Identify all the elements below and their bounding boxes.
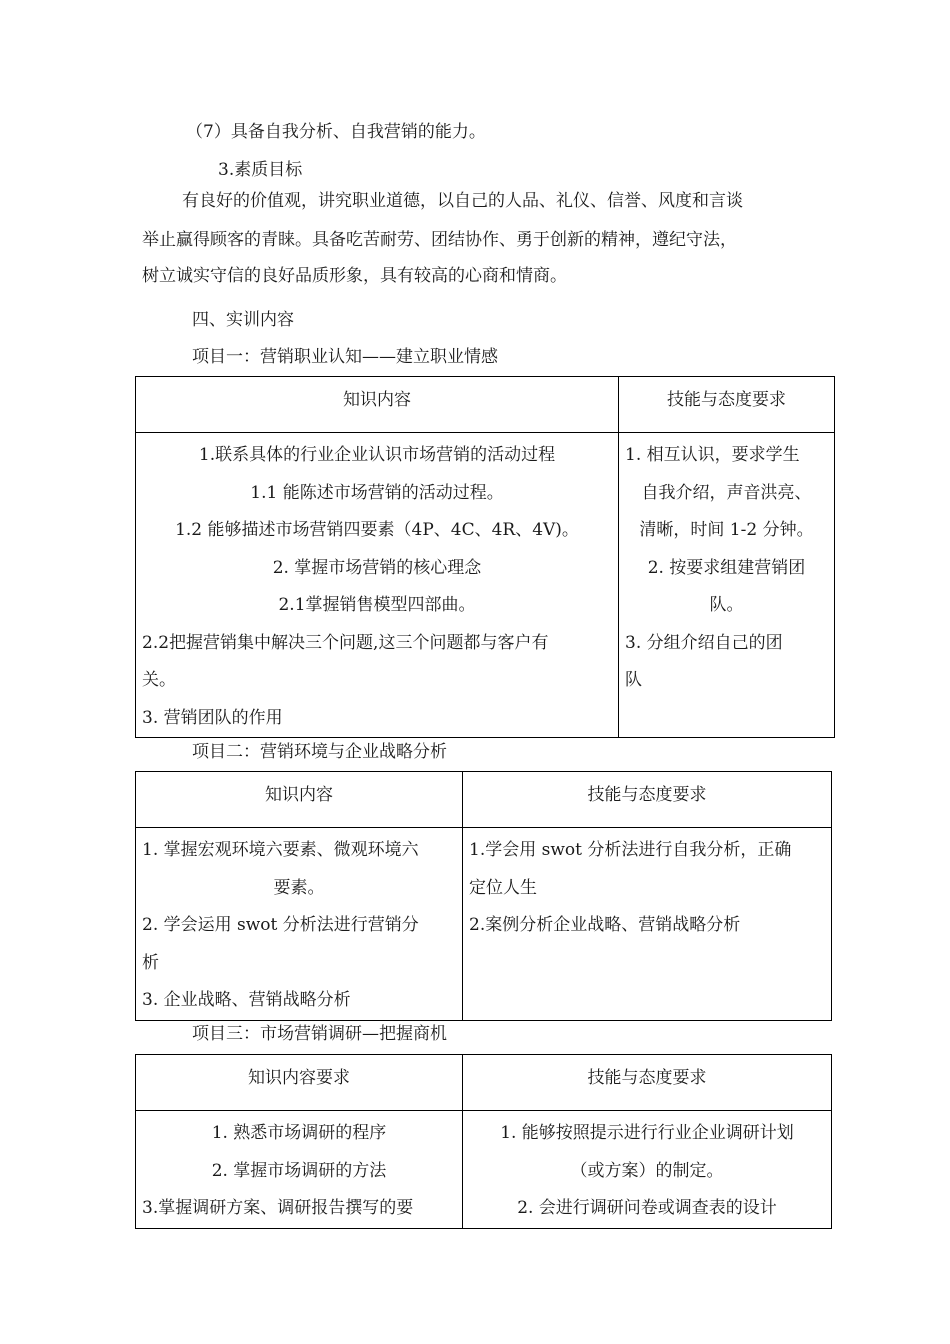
table-header-skills: 技能与态度要求 xyxy=(463,772,832,828)
knowledge-item: 要素。 xyxy=(273,877,325,898)
project1-table xyxy=(135,376,835,738)
knowledge-item: 2. 学会运用 swot 分析法进行营销分 xyxy=(142,915,419,935)
skills-item: 3. 分组介绍自己的团 xyxy=(625,632,783,653)
table-header-knowledge: 知识内容 xyxy=(136,772,463,828)
skills-item: 队。 xyxy=(709,595,744,615)
quality-goal-text-line: 举止赢得顾客的青睐。具备吃苦耐劳、团结协作、勇于创新的精神，遵纪守法， xyxy=(142,230,737,250)
skills-item: 自我介绍，声音洪亮、 xyxy=(641,482,812,503)
knowledge-item: 1. 掌握宏观环境六要素、微观环境六 xyxy=(142,840,419,860)
skills-item: 2.案例分析企业战略、营销战略分析 xyxy=(469,915,741,935)
knowledge-cell xyxy=(136,433,619,738)
skills-item: 2. 会进行调研问卷或调查表的设计 xyxy=(517,1198,777,1218)
project-title: 项目三：市场营销调研—把握商机 xyxy=(192,1024,447,1044)
skills-item: 1. 相互认识，要求学生 xyxy=(625,445,800,465)
knowledge-cell xyxy=(136,1111,463,1229)
skills-item: 1. 能够按照提示进行行业企业调研计划 xyxy=(500,1123,794,1143)
knowledge-item: 2. 掌握市场营销的核心理念 xyxy=(272,557,482,578)
section-heading: 四、实训内容 xyxy=(192,310,294,330)
knowledge-item: 2.1掌握销售模型四部曲。 xyxy=(278,595,476,615)
paragraph-item-7: （7）具备自我分析、自我营销的能力。 xyxy=(186,122,486,142)
quality-goal-text-line: 有良好的价值观，讲究职业道德，以自己的人品、礼仪、信誉、风度和言谈 xyxy=(182,191,743,211)
skills-item: （或方案）的制定。 xyxy=(570,1160,724,1181)
knowledge-item: 1. 熟悉市场调研的程序 xyxy=(211,1123,387,1143)
skills-item: 1.学会用 swot 分析法进行自我分析，正确 xyxy=(469,840,792,860)
knowledge-item: 析 xyxy=(142,952,159,973)
skills-cell xyxy=(619,433,835,738)
skills-cell xyxy=(463,1111,832,1229)
skills-item: 2. 按要求组建营销团 xyxy=(647,557,806,578)
knowledge-item: 3. 企业战略、营销战略分析 xyxy=(142,990,351,1010)
project-title: 项目二：营销环境与企业战略分析 xyxy=(192,742,447,762)
project2-table xyxy=(135,771,832,1021)
knowledge-item: 3. 营销团队的作用 xyxy=(142,707,283,728)
knowledge-item: 3.掌握调研方案、调研报告撰写的要 xyxy=(142,1198,414,1218)
quality-goal-text-line: 树立诚实守信的良好品质形象，具有较高的心商和情商。 xyxy=(142,266,567,286)
knowledge-item: 2.2把握营销集中解决三个问题,这三个问题都与客户有 xyxy=(142,632,549,653)
knowledge-item: 关。 xyxy=(142,670,176,690)
project3-table xyxy=(135,1054,832,1229)
knowledge-item: 1.2 能够描述市场营销四要素（4P、4C、4R、4V)。 xyxy=(175,520,579,540)
table-header-skills: 技能与态度要求 xyxy=(619,377,835,433)
knowledge-item: 1.联系具体的行业企业认识市场营销的活动过程 xyxy=(198,445,556,465)
project-title: 项目一：营销职业认知——建立职业情感 xyxy=(192,347,498,367)
knowledge-item: 2. 掌握市场调研的方法 xyxy=(211,1160,387,1181)
skills-item: 清晰，时间 1-2 分钟。 xyxy=(639,520,814,540)
skills-cell xyxy=(463,828,832,1021)
table-header-knowledge: 知识内容 xyxy=(136,377,619,433)
table-header-skills: 技能与态度要求 xyxy=(463,1055,832,1111)
knowledge-item: 1.1 能陈述市场营销的活动过程。 xyxy=(250,482,504,503)
knowledge-cell xyxy=(136,828,463,1021)
skills-item: 定位人生 xyxy=(469,877,537,898)
skills-item: 队 xyxy=(625,670,642,690)
quality-goal-heading: 3.素质目标 xyxy=(218,160,303,180)
table-header-knowledge: 知识内容要求 xyxy=(136,1055,463,1111)
